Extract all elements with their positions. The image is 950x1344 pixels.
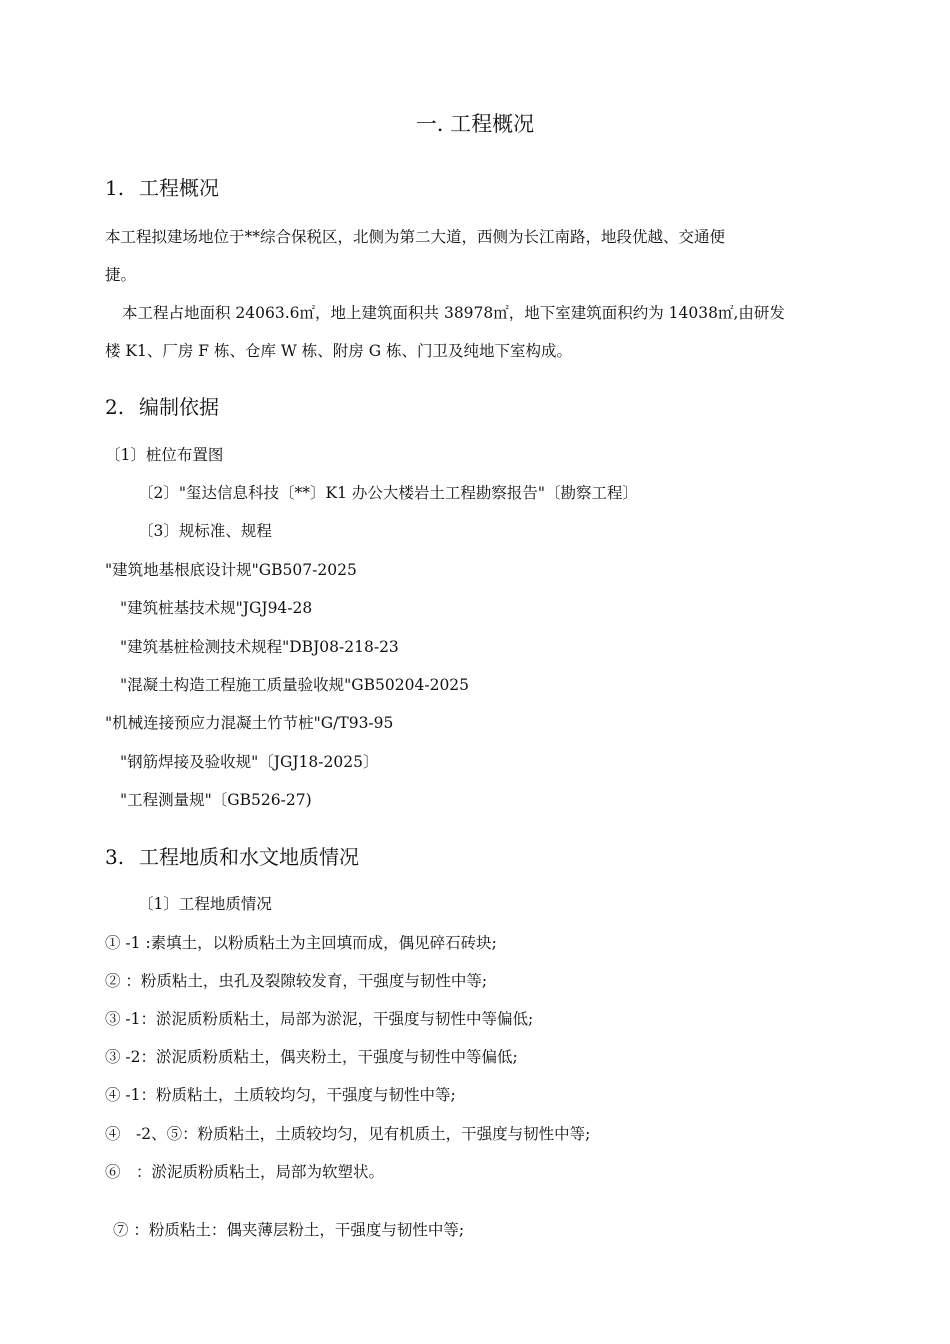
basis-item: 〔2〕"玺达信息科技〔**〕K1 办公大楼岩土工程勘察报告"〔勘察工程〕: [138, 484, 638, 502]
section-number: 3.: [105, 845, 125, 869]
overview-paragraph-2-line-2: 楼 K1、厂房 F 栋、仓库 W 栋、附房 G 栋、门卫及纯地下室构成。: [105, 342, 572, 360]
overview-paragraph-2-line-1: 本工程占地面积 24063.6㎡，地上建筑面积共 38978㎡，地下室建筑面积约为 14038㎡,由研发: [122, 304, 785, 322]
basis-standard: "工程测量规"〔GB526-27): [120, 791, 312, 809]
section-title: 工程地质和水文地质情况: [139, 845, 359, 869]
section-title: 工程概况: [139, 176, 219, 200]
geology-layer: ④ -1：粉质粘土，土质较均匀，干强度与韧性中等;: [105, 1086, 456, 1104]
basis-item: 〔3〕规标准、规程: [138, 522, 272, 540]
geology-subheading: 〔1〕工程地质情况: [138, 895, 272, 913]
document-title: 一. 工程概况: [415, 112, 535, 136]
geology-layer: ⑥ ：淤泥质粉质粘土，局部为软塑状。: [105, 1163, 385, 1181]
section-heading-1: [105, 173, 219, 203]
basis-standard: "建筑桩基技术规"JGJ94-28: [120, 599, 313, 617]
basis-item: 〔1〕桩位布置图: [105, 446, 224, 464]
geology-layer: ① -1 :素填土，以粉质粘土为主回填而成，偶见碎石砖块;: [105, 934, 497, 952]
basis-standard: "钢筋焊接及验收规"〔JGJ18-2025〕: [120, 753, 379, 771]
section-title: 编制依据: [139, 395, 219, 419]
basis-standard: "混凝土构造工程施工质量验收规"GB50204-2025: [120, 676, 470, 694]
basis-standard: "建筑地基根底设计规"GB507-2025: [105, 561, 357, 579]
geology-layer: ③ -1：淤泥质粉质粘土，局部为淤泥，干强度与韧性中等偏低;: [105, 1010, 534, 1028]
overview-paragraph-1-line-1: 本工程拟建场地位于**综合保税区，北侧为第二大道，西侧为长江南路，地段优越、交通便: [105, 228, 726, 246]
geology-layer: ② ：粉质粘土，虫孔及裂隙较发育，干强度与韧性中等;: [105, 972, 488, 990]
section-number: 2.: [105, 395, 125, 419]
geology-layer: ⑦ ：粉质粘土：偶夹薄层粉土，干强度与韧性中等;: [113, 1221, 465, 1239]
overview-paragraph-1-line-2: 捷。: [105, 266, 137, 284]
basis-standard: "机械连接预应力混凝土竹节桩"G/T93-95: [105, 714, 394, 732]
section-number: 1.: [105, 176, 125, 200]
section-heading-2: [105, 392, 219, 422]
section-heading-3: [105, 842, 359, 872]
geology-layer: ④ -2、⑤：粉质粘土，土质较均匀，见有机质土，干强度与韧性中等;: [105, 1125, 591, 1143]
basis-standard: "建筑基桩检测技术规程"DBJ08-218-23: [120, 638, 399, 656]
geology-layer: ③ -2：淤泥质粉质粘土，偶夹粉土，干强度与韧性中等偏低;: [105, 1048, 518, 1066]
